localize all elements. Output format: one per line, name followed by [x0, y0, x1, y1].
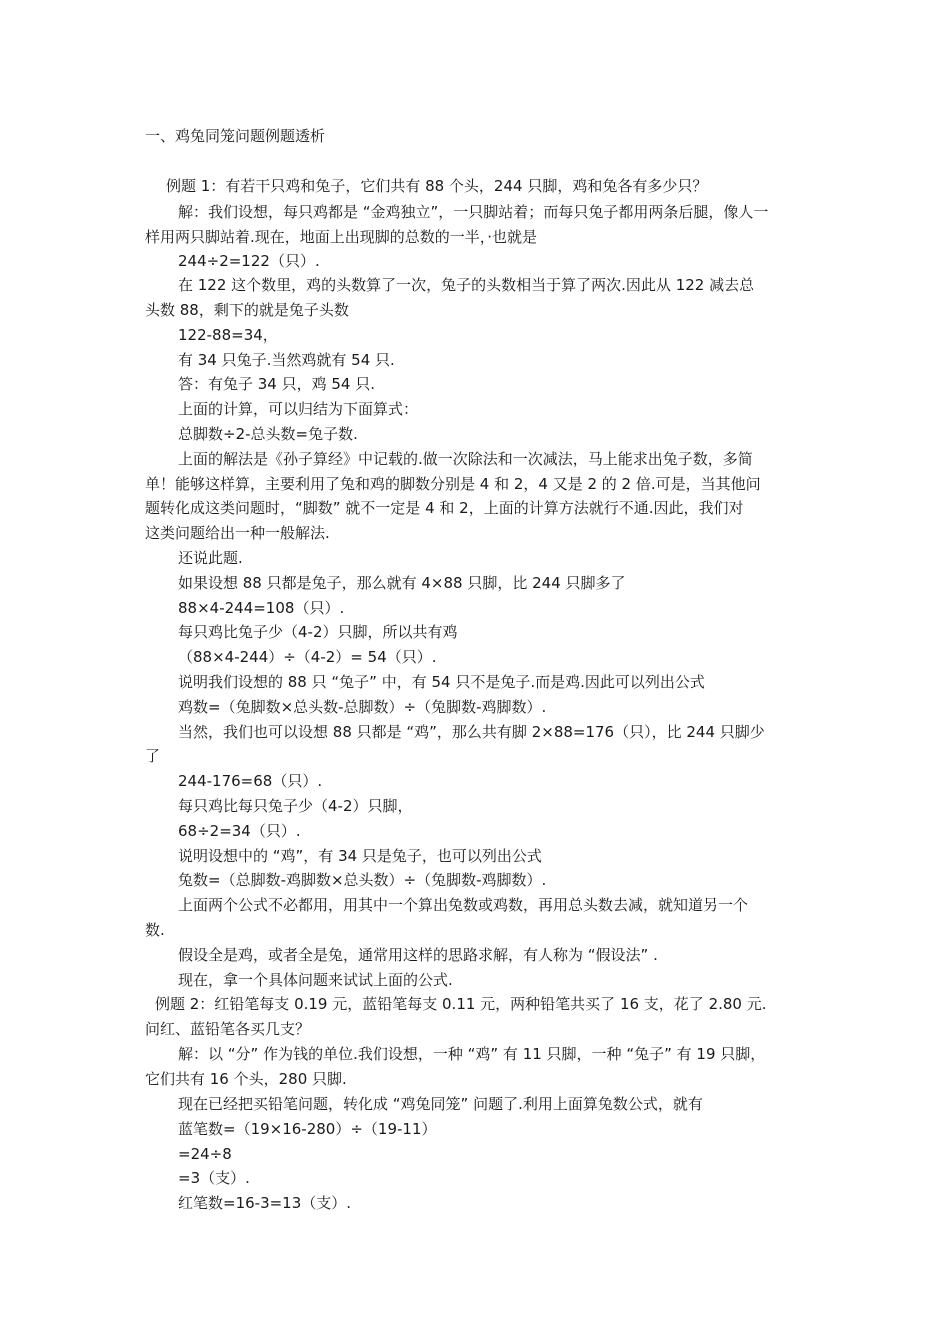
paragraph-line: 当然，我们也可以设想 88 只都是 “鸡”，那么共有脚 2×88=176（只），比 244 只脚少 — [178, 723, 765, 741]
paragraph-line: 在 122 这个数里，鸡的头数算了一次，兔子的头数相当于算了两次.因此从 122 减去总 — [178, 276, 755, 294]
formula-line: 122-88=34， — [178, 326, 278, 344]
paragraph-line: 它们共有 16 个头，280 只脚. — [145, 1070, 347, 1088]
paragraph-line: 上面的解法是《孙子算经》中记载的.做一次除法和一次减法，马上能求出兔子数，多简 — [178, 450, 753, 468]
paragraph-line: 题转化成这类问题时，“脚数” 就不一定是 4 和 2，上面的计算方法就行不通.因此，我们对 — [145, 499, 744, 517]
paragraph-line: 现在，拿一个具体问题来试试上面的公式. — [178, 971, 453, 989]
paragraph-line: 头数 88，剩下的就是兔子头数 — [145, 301, 349, 319]
formula-line: 88×4-244=108（只）. — [178, 599, 345, 617]
formula-line: 兔数=（总脚数-鸡脚数×总头数）÷（兔脚数-鸡脚数）. — [178, 871, 547, 889]
example-2-question: 例题 2：红铅笔每支 0.19 元，蓝铅笔每支 0.11 元，两种铅笔共买了 16 支，花了 2.80 元. — [155, 995, 767, 1013]
example-1-question: 例题 1：有若干只鸡和兔子，它们共有 88 个头，244 只脚，鸡和兔各有多少只？ — [166, 177, 708, 195]
formula-line: 鸡数=（兔脚数×总头数-总脚数）÷（兔脚数-鸡脚数）. — [178, 698, 547, 716]
formula-line: =24÷8 — [178, 1145, 232, 1163]
formula-line: 244÷2=122（只）. — [178, 252, 320, 270]
paragraph-line: 有 34 只兔子.当然鸡就有 54 只. — [178, 351, 395, 369]
paragraph-line: 上面两个公式不必都用，用其中一个算出兔数或鸡数，再用总头数去减，就知道另一个 — [178, 896, 749, 914]
answer-line: 答：有兔子 34 只，鸡 54 只. — [178, 375, 376, 393]
formula-line: =3（支）. — [178, 1169, 250, 1187]
paragraph-line: 上面的计算，可以归结为下面算式： — [178, 400, 419, 418]
paragraph-line: 了 — [145, 747, 161, 765]
paragraph-line: 问红、蓝铅笔各买几支？ — [145, 1020, 311, 1038]
formula-line: 68÷2=34（只）. — [178, 822, 301, 840]
paragraph-line: 样用两只脚站着.现在，地面上出现脚的总数的一半，·也就是 — [145, 228, 538, 246]
paragraph-line: 解：我们设想，每只鸡都是 “金鸡独立”，一只脚站着；而每只兔子都用两条后腿，像人一 — [178, 203, 769, 221]
formula-line: 红笔数=16-3=13（支）. — [178, 1194, 352, 1212]
paragraph-line: 数. — [145, 921, 165, 939]
paragraph-line: 还说此题. — [178, 549, 243, 567]
section-title: 一、鸡兔同笼问题例题透析 — [145, 127, 326, 145]
paragraph-line: 说明设想中的 “鸡”，有 34 只是兔子，也可以列出公式 — [178, 847, 542, 865]
paragraph-line: 解：以 “分” 作为钱的单位.我们设想，一种 “鸡” 有 11 只脚，一种 “兔子” 有 19 只脚， — [178, 1045, 766, 1063]
paragraph-line: 假设全是鸡，或者全是兔，通常用这样的思路求解，有人称为 “假设法” . — [178, 946, 658, 964]
paragraph-line: 这类问题给出一种一般解法. — [145, 524, 330, 542]
paragraph-line: 每只鸡比兔子少（4-2）只脚，所以共有鸡 — [178, 623, 458, 641]
formula-line: 总脚数÷2-总头数=兔子数. — [178, 425, 358, 443]
paragraph-line: 现在已经把买铅笔问题，转化成 “鸡兔同笼” 问题了.利用上面算兔数公式，就有 — [178, 1095, 703, 1113]
paragraph-line: 单！能够这样算，主要利用了兔和鸡的脚数分别是 4 和 2，4 又是 2 的 2 倍.可是，当其他问 — [145, 475, 761, 493]
paragraph-line: 说明我们设想的 88 只 “兔子” 中，有 54 只不是兔子.而是鸡.因此可以列出公式 — [178, 673, 705, 691]
paragraph-line: 每只鸡比每只兔子少（4-2）只脚， — [178, 797, 413, 815]
formula-line: （88×4-244）÷（4-2）= 54（只）. — [178, 648, 437, 666]
paragraph-line: 如果设想 88 只都是兔子，那么就有 4×88 只脚，比 244 只脚多了 — [178, 574, 626, 592]
formula-line: 244-176=68（只）. — [178, 772, 323, 790]
formula-line: 蓝笔数=（19×16-280）÷（19-11） — [178, 1120, 437, 1138]
